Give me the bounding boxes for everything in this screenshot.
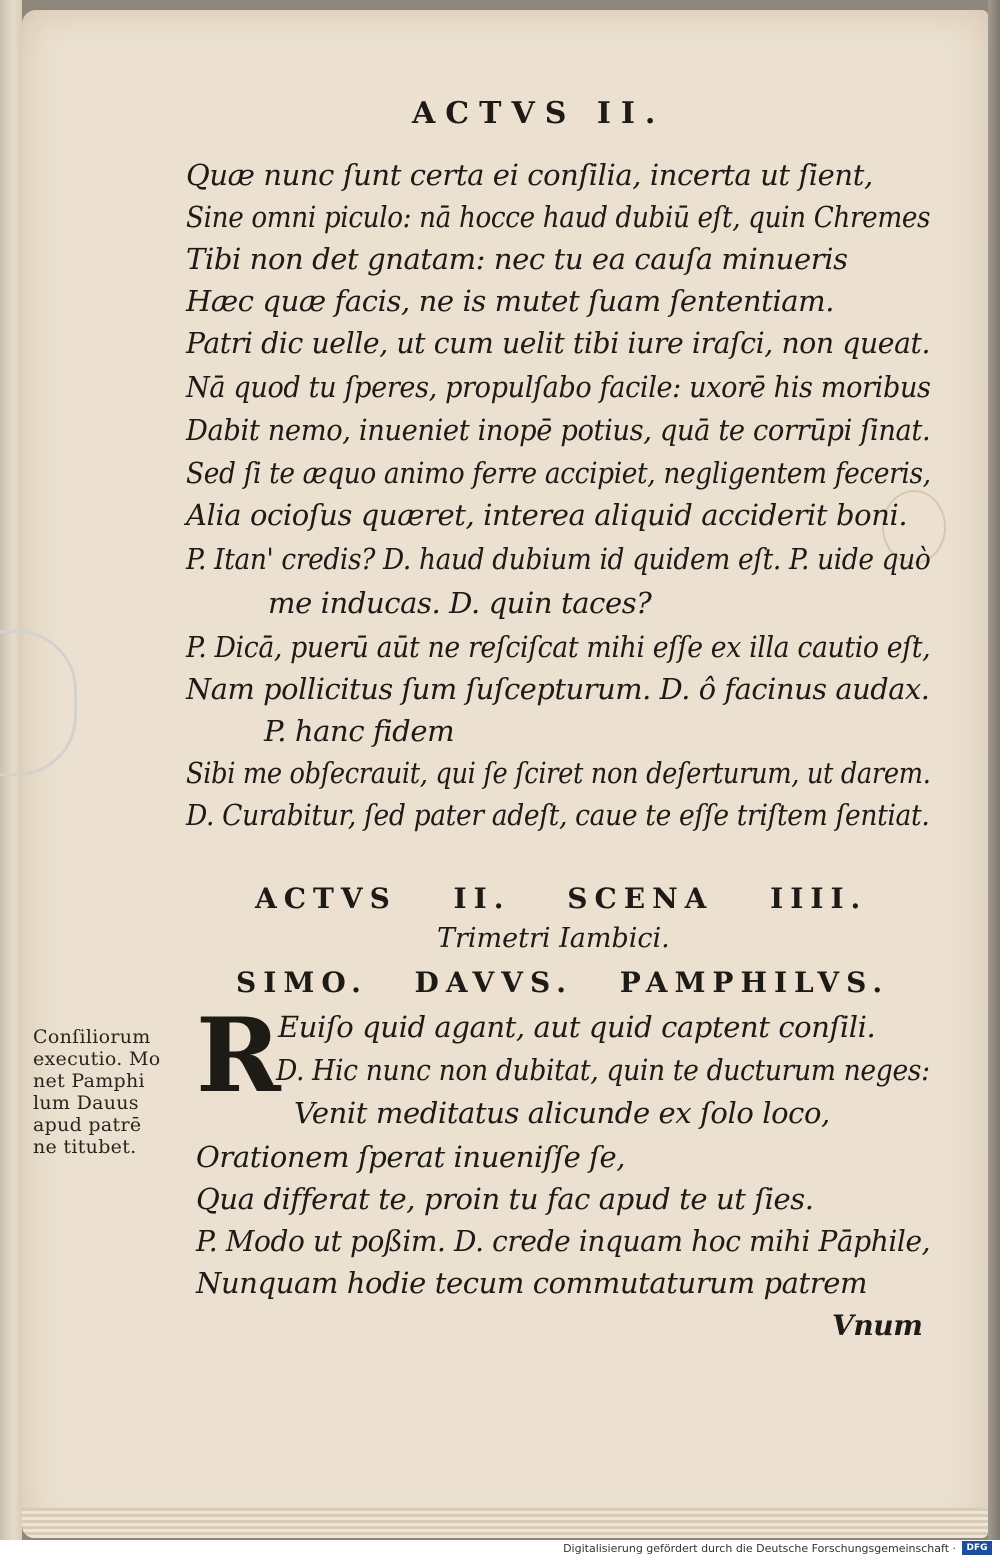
marginal-note-line: ne titubet.	[33, 1136, 137, 1158]
verse-line: P. hanc fidem	[264, 714, 455, 748]
verse-line: Hæc quæ facis, ne is mutet ſuam ſententiam.	[186, 284, 835, 318]
meter-label: Trimetri Iambici.	[437, 923, 670, 954]
verse-line: Sine omni piculo: nā hocce haud dubiū eſt, quin Chremes	[186, 200, 931, 234]
catchword: Vnum	[832, 1309, 923, 1342]
verse-line: P. Itan' credis? D. haud dubium id quidem eſt. P. uide quò	[186, 542, 931, 576]
verse-line: D. Hic nunc non dubitat, quin te ducturum neges:	[276, 1053, 930, 1087]
verse-line: P. Dicā, puerū aūt ne reſciſcat mihi eſſe ex illa cautio eſt,	[186, 630, 931, 664]
verse-line: Patri dic uelle, ut cum uelit tibi iure iraſci, non queat.	[186, 326, 931, 360]
verse-line: P. Modo ut poßim. D. crede inquam hoc mihi Pāphile,	[196, 1224, 931, 1258]
verse-line: Tibi non det gnatam: nec tu ea cauſa minueris	[186, 242, 848, 276]
running-head: ACTVS II.	[412, 96, 666, 131]
dfg-logo: DFG	[962, 1541, 992, 1555]
verse-line: Sed ſi te æquo animo ferre accipiet, negligentem feceris,	[186, 456, 931, 490]
verse-line: Venit meditatus alicunde ex ſolo loco,	[294, 1096, 830, 1130]
verse-line: Qua differat te, proin tu fac apud te ut ſies.	[196, 1182, 814, 1216]
verse-line: Sibi me obſecrauit, qui ſe ſciret non deſerturum, ut darem.	[186, 756, 931, 790]
verse-line: Quæ nunc ſunt certa ei conſilia, incerta ut ſient,	[186, 158, 873, 192]
verse-line: D. Curabitur, ſed pater adeſt, caue te eſſe triſtem ſentiat.	[186, 798, 930, 832]
page-stack-edge	[22, 1508, 988, 1538]
verse-line: Dabit nemo, inueniet inopē potius, quā te corrūpi ſinat.	[186, 413, 931, 447]
speaker-list: SIMO. DAVVS. PAMPHILVS.	[236, 966, 890, 999]
marginal-note-line: Conſiliorum	[33, 1026, 151, 1048]
marginal-note	[33, 1026, 183, 1158]
scene-heading: ACTVS II. SCENA IIII.	[255, 882, 868, 915]
drop-cap: R	[196, 996, 281, 1116]
verse-line: Alia ocioſus quæret, interea aliquid acciderit boni.	[186, 498, 908, 532]
verse-line: Orationem ſperat inueniſſe ſe,	[196, 1140, 626, 1174]
verse-line: me inducas. D. quin taces?	[268, 586, 652, 620]
verse-line: Nunquam hodie tecum commutaturum patrem	[196, 1266, 868, 1300]
verse-line: Euiſo quid agant, aut quid captent conſili.	[278, 1010, 876, 1044]
marginal-note-line: executio. Mo	[33, 1048, 161, 1070]
verse-line: Nam pollicitus ſum ſuſcepturum. D. ô facinus audax.	[186, 672, 930, 706]
book-cover-edge	[988, 0, 1000, 1540]
verse-line: Nā quod tu ſperes, propulſabo facile: uxorē his moribus	[186, 370, 931, 404]
marginal-note-line: net Pamphi	[33, 1070, 145, 1092]
marginal-note-line: lum Dauus	[33, 1092, 139, 1114]
funding-credit: Digitalisierung gefördert durch die Deutsche Forschungsgemeinschaft ·	[563, 1542, 956, 1555]
marginal-note-line: apud patrē	[33, 1114, 142, 1136]
